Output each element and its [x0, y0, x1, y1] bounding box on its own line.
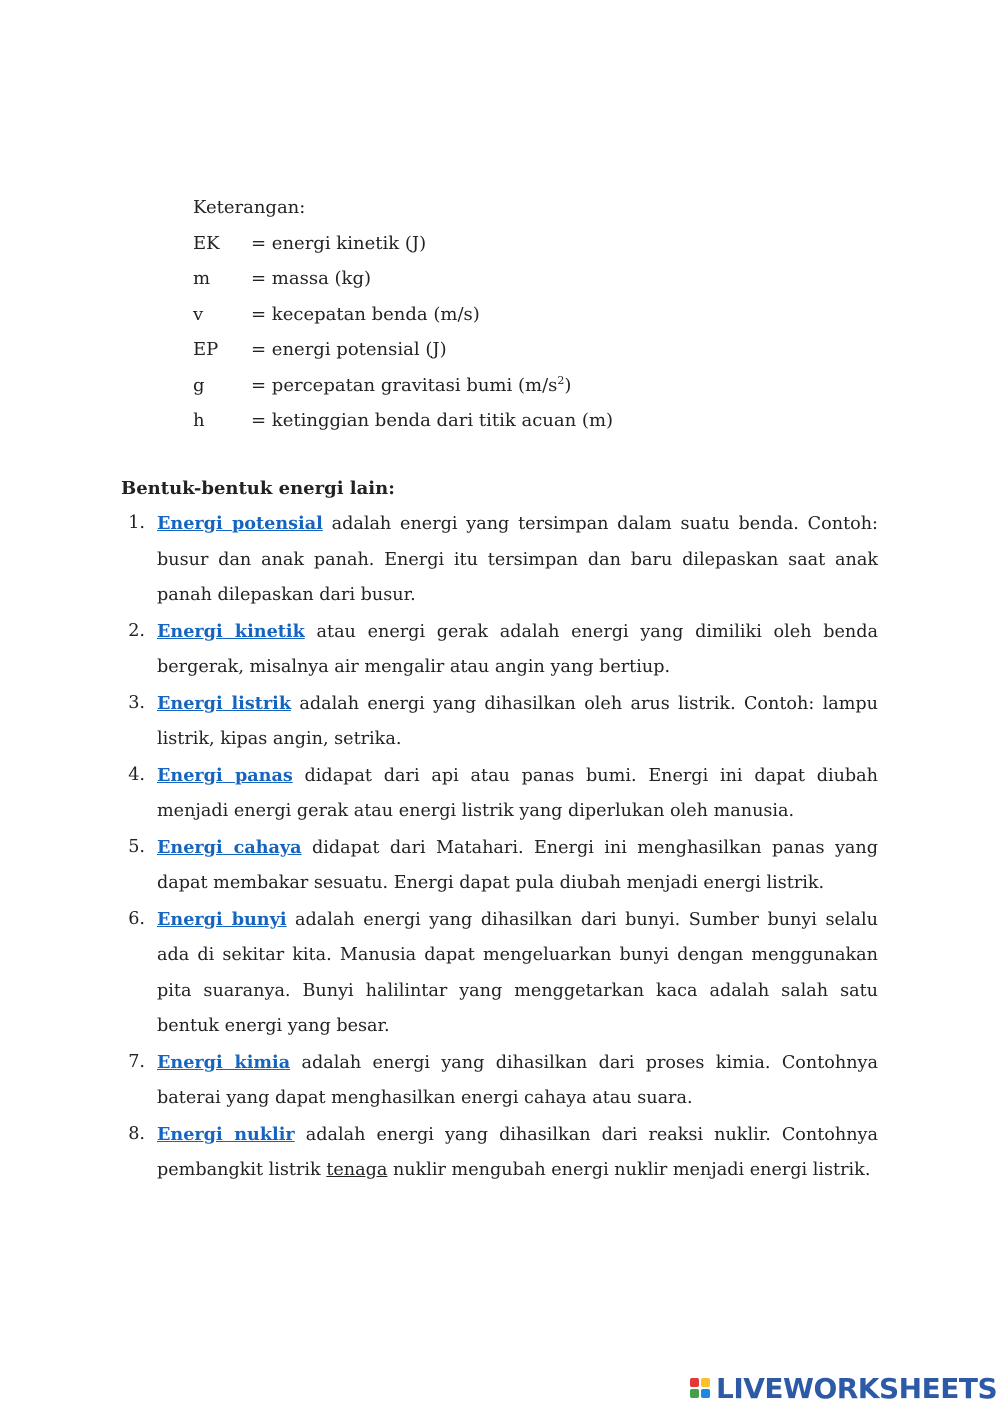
legend-symbol: g [193, 374, 205, 396]
item-number: 5. [128, 836, 145, 857]
legend-row-h [193, 403, 613, 439]
list-item [121, 506, 878, 614]
list-item [121, 758, 878, 830]
variable-legend [193, 190, 613, 439]
list-item [121, 1045, 878, 1117]
item-number: 7. [128, 1051, 145, 1072]
item-text: adalah energi yang dihasilkan dari bunyi. Sumber bunyi selalu ada di sekitar kita. Manusia dapat mengeluarkan bunyi dengan menggunakan pita suaranya. Bunyi halilintar yang menggetarkan kaca adalah salah satu bentuk energi yang besar. [157, 909, 878, 1036]
legend-symbol: EK [193, 232, 220, 254]
logo-square-green [690, 1389, 699, 1398]
logo-text: LIVEWORKSHEETS [716, 1371, 998, 1405]
item-number: 1. [128, 513, 145, 533]
legend-definition: = energi potensial (J) [251, 339, 447, 360]
item-text: adalah energi yang tersimpan dalam suatu benda. Contoh: busur dan anak panah. Energi itu tersimpan dan baru dilepaskan saat anak panah dilepaskan dari busur. [157, 514, 878, 605]
term-link-energi-panas[interactable]: Energi panas [157, 764, 293, 786]
item-text: didapat dari api atau panas bumi. Energi ini dapat diubah menjadi energi gerak atau energi listrik yang diperlukan oleh manusia. [157, 765, 878, 821]
legend-definition-close: ) [564, 374, 572, 396]
list-item [121, 686, 878, 758]
legend-definition: = energi kinetik (J) [251, 232, 427, 254]
legend-symbol: EP [193, 339, 219, 360]
item-text: adalah energi yang dihasilkan oleh arus listrik. Contoh: lampu listrik, kipas angin, setrika. [157, 693, 878, 749]
legend-symbol: h [193, 410, 205, 431]
term-link-energi-kimia[interactable]: Energi kimia [157, 1051, 291, 1073]
item-number: 6. [128, 908, 145, 929]
item-text-end: nuklir mengubah energi nuklir menjadi energi listrik. [387, 1160, 871, 1180]
logo-square-red [690, 1378, 699, 1387]
term-link-energi-bunyi[interactable]: Energi bunyi [157, 908, 287, 930]
legend-definition-text: = percepatan gravitasi bumi (m/s [251, 374, 558, 396]
item-number: 8. [128, 1123, 145, 1144]
item-text: adalah energi yang dihasilkan dari proses kimia. Contohnya baterai yang dapat menghasilkan energi cahaya atau suara. [157, 1052, 878, 1108]
list-item [121, 830, 878, 902]
legend-row-m [193, 261, 613, 297]
liveworksheets-logo [690, 1372, 997, 1404]
legend-row-ep [193, 332, 613, 368]
term-link-energi-potensial[interactable]: Energi potensial [157, 513, 323, 534]
item-text: atau energi gerak adalah energi yang dimiliki oleh benda bergerak, misalnya air mengalir atau angin yang bertiup. [157, 621, 879, 677]
legend-symbol: m [193, 268, 211, 289]
item-number: 4. [128, 764, 145, 785]
legend-definition [251, 368, 571, 404]
list-item [121, 1117, 878, 1189]
list-item [121, 614, 878, 686]
legend-definition: = ketinggian benda dari titik acuan (m) [251, 410, 614, 431]
section-title: Bentuk-bentuk energi lain: [121, 478, 395, 499]
underlined-word: tenaga [326, 1160, 388, 1180]
superscript-exponent: 2 [557, 373, 565, 387]
list-item [121, 902, 878, 1045]
legend-row-ek [193, 226, 613, 262]
logo-mark-icon [690, 1378, 710, 1398]
legend-definition: = kecepatan benda (m/s) [251, 303, 480, 325]
legend-symbol: v [193, 303, 204, 325]
item-text: didapat dari Matahari. Energi ini menghasilkan panas yang dapat membakar sesuatu. Energi dapat pula diubah menjadi energi listrik. [157, 837, 879, 893]
legend-row-v [193, 297, 613, 333]
logo-square-yellow [701, 1378, 710, 1387]
item-number: 2. [128, 620, 145, 641]
logo-square-blue [701, 1389, 710, 1398]
legend-heading: Keterangan: [193, 197, 306, 218]
legend-definition: = massa (kg) [251, 268, 372, 289]
term-link-energi-nuklir[interactable]: Energi nuklir [157, 1123, 295, 1145]
legend-row-g [193, 368, 613, 404]
term-link-energi-cahaya[interactable]: Energi cahaya [157, 836, 302, 858]
term-link-energi-listrik[interactable]: Energi listrik [157, 692, 292, 714]
item-text: adalah energi yang dihasilkan dari reaksi nuklir. Contohnya pembangkit listrik [157, 1124, 878, 1180]
energy-forms-list [121, 506, 878, 1189]
item-number: 3. [128, 692, 145, 713]
term-link-energi-kinetik[interactable]: Energi kinetik [157, 620, 305, 642]
